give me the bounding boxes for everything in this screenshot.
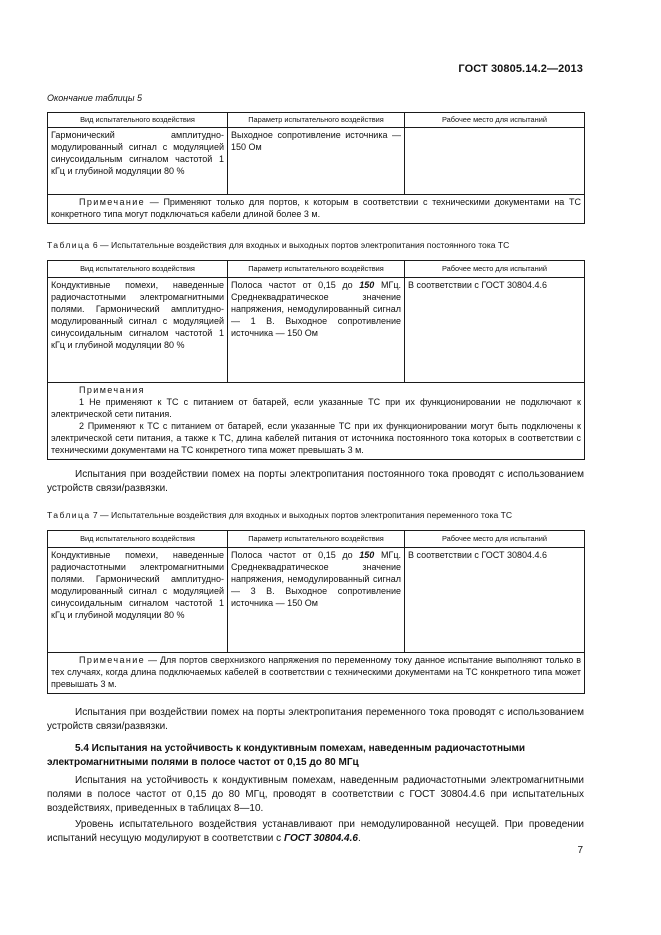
table-7 xyxy=(47,530,585,694)
table-cell: Выходное сопротивление источника — 150 Ом xyxy=(228,128,405,195)
cell-text: Полоса частот от 0,15 до xyxy=(231,550,360,560)
cell-text-emphasis: 150 xyxy=(359,550,375,560)
table-note xyxy=(48,653,585,694)
paragraph: Испытания при воздействии помех на порты электропитания переменного тока проводят с использованием устройств связи/развязки. xyxy=(47,707,584,732)
column-header: Вид испытательного воздействия xyxy=(48,113,228,128)
paragraph-text: Уровень испытательного воздействия устанавливают при немодулированной несущей. При проведении испытаний несущую модулируют в соответствии с xyxy=(47,819,584,844)
table-cell xyxy=(405,128,585,195)
notes-label: Примечания xyxy=(79,385,145,395)
paragraph: Испытания при воздействии помех на порты электропитания постоянного тока проводят с использованием устройств связи/развязки. xyxy=(47,469,584,494)
column-header: Рабочее место для испытаний xyxy=(405,261,585,278)
column-header: Параметр испытательного воздействия xyxy=(228,531,405,548)
column-header: Вид испытательного воздействия xyxy=(48,261,228,278)
table-note-row xyxy=(48,383,585,460)
table-cell: В соответствии с ГОСТ 30804.4.6 xyxy=(405,278,585,383)
table-header-row xyxy=(48,531,585,548)
cell-text-emphasis: 150 xyxy=(359,280,375,290)
paragraph xyxy=(47,818,584,846)
standard-header: ГОСТ 30805.14.2—2013 xyxy=(458,63,583,75)
table-note-row xyxy=(48,195,585,224)
column-header: Рабочее место для испытаний xyxy=(405,531,585,548)
column-header: Параметр испытательного воздействия xyxy=(228,261,405,278)
table-5 xyxy=(47,112,585,224)
table-row xyxy=(48,278,585,383)
note-2: 2 Применяют к ТС с питанием от батарей, если указанные ТС при их функционировании могут быть подключены к электрической сети питания, а также к ТС, длина кабелей питания от источника постоянного тока которых в соответствии с техническими документами на ТС конкретного типа может превышать 3 м. xyxy=(51,421,581,455)
caption-text: 6 — Испытательные воздействия для входных и выходных портов электропитания постоянного тока ТС xyxy=(90,240,510,250)
cell-text: МГц. Среднеквадратическое значение напряжения, немодулированный сигнал — 3 В. Выходное сопротивление источника — 150 Ом xyxy=(231,550,401,608)
table-cell xyxy=(228,278,405,383)
table-cell: Гармонический амплитудно-модулированный сигнал с модуляцией синусоидальным сигналом частотой 1 кГц и глубиной модуляции 80 % xyxy=(48,128,228,195)
note-label: Примечание xyxy=(79,197,146,207)
table-row xyxy=(48,128,585,195)
standard-reference: ГОСТ 30804.4.6 xyxy=(283,833,358,844)
table-cell: В соответствии с ГОСТ 30804.4.6 xyxy=(405,548,585,653)
table-continuation-label: Окончание таблицы 5 xyxy=(47,93,142,103)
caption-text: 7 — Испытательные воздействия для входных и выходных портов электропитания переменного тока ТС xyxy=(90,510,513,520)
table-note xyxy=(48,195,585,224)
note-label: Примечание xyxy=(79,655,146,665)
table-cell: Кондуктивные помехи, наведенные радиочастотными электромагнитными полями. Гармонический амплитудно-модулированный сигнал с модуляцией синусоидальным сигналом частотой 1 кГц и глубиной модуляции 80 % xyxy=(48,278,228,383)
note-text: — Применяют только для портов, к которым в соответствии с техническими документами на ТС конкретного типа могут подключаться кабели длиной более 3 м. xyxy=(51,197,581,219)
table-row xyxy=(48,548,585,653)
column-header: Параметр испытательного воздействия xyxy=(228,113,405,128)
paragraph-text: . xyxy=(357,833,361,844)
table-7-caption xyxy=(47,510,512,520)
table-note-row xyxy=(48,653,585,694)
table-6-caption xyxy=(47,240,509,250)
note-text: — Для портов сверхнизкого напряжения по переменному току данное испытание выполняют только в тех случаях, когда длина подключаемых кабелей в соответствии с техническими документами на ТС конкретного типа может превышать 3 м. xyxy=(51,655,581,689)
table-cell: Кондуктивные помехи, наведенные радиочастотными электромагнитными полями. Гармонический амплитудно-модулированный сигнал с модуляцией синусоидальным сигналом частотой 1 кГц и глубиной модуляции 80 % xyxy=(48,548,228,653)
page-number: 7 xyxy=(577,845,583,856)
table-notes xyxy=(48,383,585,460)
cell-text: Полоса частот от 0,15 до xyxy=(231,280,360,290)
paragraph: Испытания на устойчивость к кондуктивным помехам, наведенным радиочастотными электромагнитными полями в полосе частот от 0,15 до 80 МГц, проводят в соответствии с ГОСТ 30804.4.6 при испытательных воздействиях, приведенных в таблицах 8—10. xyxy=(47,775,584,814)
column-header: Рабочее место для испытаний xyxy=(405,113,585,128)
table-header-row xyxy=(48,113,585,128)
note-1: 1 Не применяют к ТС с питанием от батарей, если указанные ТС при их функционировании не подключают к электрической сети питания. xyxy=(51,397,581,419)
caption-label: Таблица xyxy=(47,510,91,520)
table-6 xyxy=(47,260,585,460)
section-title: 5.4 Испытания на устойчивость к кондуктивным помехам, наведенным радиочастотными электромагнитными полями в полосе частот от 0,15 до 80 МГц xyxy=(47,743,526,768)
table-cell xyxy=(228,548,405,653)
column-header: Вид испытательного воздействия xyxy=(48,531,228,548)
caption-label: Таблица xyxy=(47,240,91,250)
cell-text: МГц. Среднеквадратическое значение напряжения, немодулированный сигнал — 1 В. Выходное сопротивление источника — 150 Ом xyxy=(231,280,401,338)
table-header-row xyxy=(48,261,585,278)
